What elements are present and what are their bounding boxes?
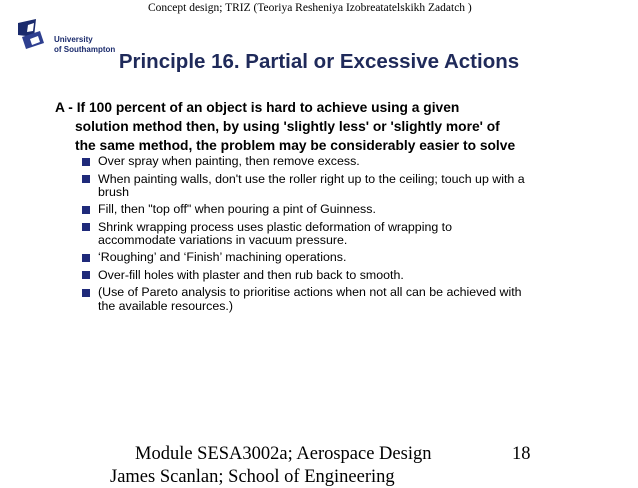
header-text: Concept design; TRIZ (Teoriya Resheniya Izobreatatelskikh Zadatch ) <box>148 2 472 14</box>
bullet-item <box>80 286 530 312</box>
intro-paragraph <box>55 98 615 155</box>
bullet-item <box>80 251 530 264</box>
square-bullet-icon <box>82 254 90 262</box>
intro-line-2: solution method then, by using 'slightly less' or 'slightly more' of <box>75 119 500 134</box>
bullet-item <box>80 221 530 247</box>
bullet-text: (Use of Pareto analysis to prioritise actions when not all can be achieved with the available resources.) <box>98 285 522 313</box>
bullet-text: ‘Roughing’ and ‘Finish’ machining operations. <box>98 250 347 265</box>
page-number: 18 <box>512 444 531 464</box>
intro-line-1: A - If 100 percent of an object is hard to achieve using a given <box>55 100 460 115</box>
slide-title: Principle 16. Partial or Excessive Actions <box>118 50 520 73</box>
bullet-item <box>80 203 530 216</box>
square-bullet-icon <box>82 206 90 214</box>
square-bullet-icon <box>82 175 90 183</box>
bullet-list <box>80 155 530 317</box>
bullet-text: Over-fill holes with plaster and then rub back to smooth. <box>98 267 404 282</box>
university-logo <box>14 17 124 53</box>
square-bullet-icon <box>82 158 90 166</box>
logo-line-2: of Southampton <box>54 44 116 54</box>
intro-line-3: the same method, the problem may be considerably easier to solve <box>75 138 516 153</box>
square-bullet-icon <box>82 223 90 231</box>
footer-author: James Scanlan; School of Engineering <box>110 467 395 487</box>
bullet-item <box>80 155 530 168</box>
logo-line-1: University <box>54 35 93 44</box>
bullet-text: Shrink wrapping process uses plastic deformation of wrapping to accommodate variations in vacuum pressure. <box>98 219 453 247</box>
square-bullet-icon <box>82 289 90 297</box>
bullet-item <box>80 173 530 199</box>
bullet-text: When painting walls, don't use the roller right up to the ceiling; touch up with a brush <box>98 171 525 199</box>
footer-module: Module SESA3002a; Aerospace Design <box>135 444 432 464</box>
bullet-item <box>80 269 530 282</box>
bullet-text: Fill, then "top off" when pouring a pint of Guinness. <box>98 202 376 217</box>
bullet-text: Over spray when painting, then remove excess. <box>98 154 360 168</box>
square-bullet-icon <box>82 271 90 279</box>
ship-crest-icon <box>14 17 54 53</box>
